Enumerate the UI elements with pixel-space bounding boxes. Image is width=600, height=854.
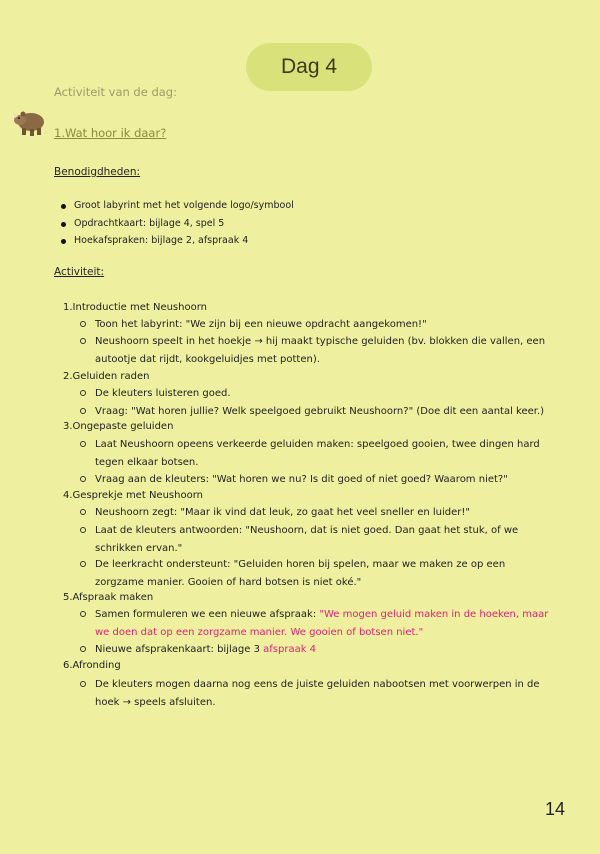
step-sub-item: Nieuwe afsprakenkaart: bijlage 3 afspraak 4 (80, 641, 550, 659)
step-sub-item: Samen formuleren we een nieuwe afspraak: "We mogen geluid maken in de hoeken, maar we doen dat op een zorgzame manier. We gooien of botsen niet." (80, 606, 550, 641)
materials-item: Groot labyrint met het volgende logo/symbool (61, 201, 294, 211)
activity-of-day-label: Activiteit van de dag: (54, 85, 177, 99)
step-label: 1.Introductie met Neushoorn (63, 302, 207, 313)
activity-heading: Activiteit: (54, 266, 105, 278)
materials-item: Opdrachtkaart: bijlage 4, spel 5 (61, 219, 224, 229)
step-label: 6.Afronding (63, 660, 121, 671)
step-label: 4.Gesprekje met Neushoorn (63, 490, 203, 501)
rhino-icon (12, 104, 48, 138)
step-sub-item: De kleuters mogen daarna nog eens de juiste geluiden nabootsen met voorwerpen in de hoek → speels afsluiten. (80, 676, 550, 711)
materials-item: Hoekafspraken: bijlage 2, afspraak 4 (61, 236, 248, 246)
page-title: Dag 4 (246, 43, 372, 91)
step-sub-item: Laat de kleuters antwoorden: "Neushoorn, dat is niet goed. Dan gaat het stuk, of we schrikken ervan." (80, 522, 550, 557)
materials-heading: Benodigdheden: (54, 166, 141, 178)
activity-name: 1.Wat hoor ik daar? (54, 126, 167, 140)
step-sub-item: De kleuters luisteren goed. (80, 385, 550, 403)
step-label: 3.Ongepaste geluiden (63, 421, 174, 432)
step-sub-item: Vraag aan de kleuters: "Wat horen we nu? Is dit goed of niet goed? Waarom niet?" (80, 471, 550, 489)
step-sub-item: Neushoorn zegt: "Maar ik vind dat leuk, zo gaat het veel sneller en luider!" (80, 504, 550, 522)
step-sub-item: Laat Neushoorn opeens verkeerde geluiden maken: speelgoed gooien, twee dingen hard tegen elkaar botsen. (80, 436, 550, 471)
step-sub-item: Toon het labyrint: "We zijn bij een nieuwe opdracht aangekomen!" (80, 316, 550, 334)
step-label: 5.Afspraak maken (63, 592, 154, 603)
step-sub-item: Neushoorn speelt in het hoekje → hij maakt typische geluiden (bv. blokken die vallen, een autootje dat rijdt, kookgeluidjes met potten). (80, 333, 550, 368)
step-sub-item: De leerkracht ondersteunt: "Geluiden horen bij spelen, maar we maken ze op een zorgzame manier. Gooien of hard botsen is niet oké." (80, 556, 550, 591)
page-number: 14 (545, 799, 566, 819)
step-sub-item: Vraag: "Wat horen jullie? Welk speelgoed gebruikt Neushoorn?" (Doe dit een aantal keer.) (80, 403, 550, 421)
step-label: 2.Geluiden raden (63, 371, 150, 382)
